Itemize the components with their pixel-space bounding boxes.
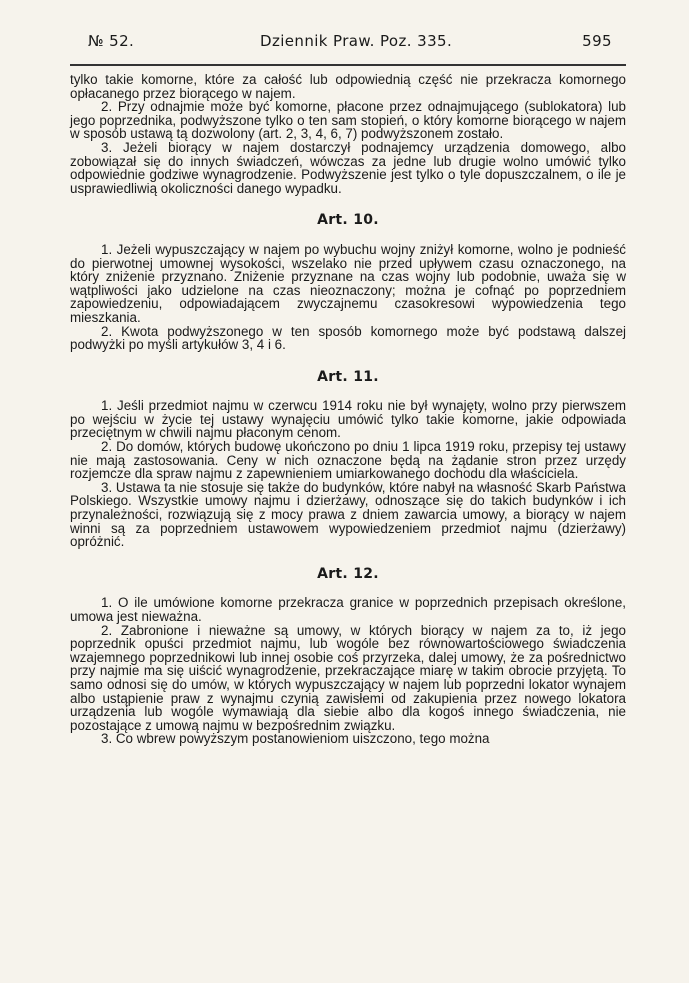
header-divider [70,64,626,66]
paragraph: 2. Do domów, których budowę ukończono po dniu 1 lipca 1919 roku, przepisy tej ustawy nie mają zastosowania. Ceny w nich oznaczone będą na żądanie stron przez urzędy rozjemcze dla spraw najmu z zapewnieniem umiarkowanego dochodu dla właściciela. [70,439,626,482]
article-heading-12: Art. 12. [317,565,379,582]
paragraph: 2. Przy odnajmie może być komorne, płacone przez odnajmującego (sublokatora) lub jego poprzednika, podwyższone tylko o ten sam stopień, o który komorne biorącego w najem w sposób ustawą tą dozwolony (art. 2, 3, 4, 6, 7) podwyższonem zostało. [70,99,626,142]
article-heading-10: Art. 10. [317,212,379,229]
paragraph: 2. Kwota podwyższonego w ten sposób komornego może być podstawą dalszej podwyżki po myśli artykułów 3, 4 i 6. [70,323,626,353]
paragraph: 3. Jeżeli biorący w najem dostarczył podnajemcy urządzenia domowego, albo zobowiązał się do innych świadczeń, wówczas za jedne lub drugie wolno umówić tylko odpowiednie godziwe wynagrodzenie. Podwyższenie jest tylko o tyle dopuszczalnem, o ile je usprawiedliwią okoliczności danego wypadku. [70,139,626,196]
document-body [70,73,626,746]
article-heading-11: Art. 11. [317,368,379,385]
paragraph: 1. Jeżeli wypuszczający w najem po wybuchu wojny zniżył komorne, wolno je podnieść do pierwotnej umownej wysokości, wszelako nie przed upływem czasu oznaczonego, na który zniżenie przyznano. Zniżenie przyznane na czas wojny lub podobnie, uważa się w wątpliwości jako udzielone na czas nieoznaczony; można je cofnąć po poprzedniem zapowiedzeniu, odpowiadającem zwyczajnemu czasokresowi wypowiedzenia tego mieszkania. [70,241,626,325]
journal-title: Dziennik Praw. Poz. 335. [260,32,453,50]
paragraph: 2. Zabronione i nieważne są umowy, w których biorący w najem za to, iż jego poprzednik opuści przedmiot najmu, lub wogóle bez równowartościowego świadczenia wzajemnego poprzednikowi lub innej osobie coś przyrzeka, dalej umowy, że za pośrednictwo przy najmie ma się uiścić wynagrodzenie, przekraczające miarę w takim obrocie przyjętą. To samo odnosi się do umów, w których wypuszczający w najem lub poprzedni lokator wynajem albo ustąpienie praw z wynajmu czynią zawisłemi od zakupienia przez nowego lokatora urządzenia lub wogóle wymawiają dla siebie albo dla kogoś innego świadczenia, nie pozostające z umową najmu w bezpośrednim związku. [70,622,626,733]
paragraph: 1. O ile umówione komorne przekracza granice w poprzednich przepisach określone, umowa jest nieważna. [70,595,626,624]
issue-number: № 52. [88,32,135,50]
page-header [82,30,622,54]
paragraph: 3. Ustawa ta nie stosuje się także do budynków, które nabył na własność Skarb Państwa Polskiego. Wszystkie umowy najmu i dzierżawy, odnoszące się do takich budynków i ich przynależności, rozwiązują się z mocy prawa z dniem zawarcia umowy, a biorący w najem winni są za poprzedniem ustawowem wypowiedzeniem przedmiot najmu (dzierżawy) opróżnić. [70,479,626,550]
page-number: 595 [582,32,612,50]
paragraph: 1. Jeśli przedmiot najmu w czerwcu 1914 roku nie był wynajęty, wolno przy pierwszem po wejściu w życie tej ustawy wynajęciu umówić tylko takie komorne, jakie odpowiada przeciętnym w chwili najmu płaconym cenom. [70,398,626,441]
continuation-paragraph: tylko takie komorne, które za całość lub odpowiednią część nie przekracza komornego opłacanego przez biorącego w najem. [70,72,626,101]
paragraph: 3. Co wbrew powyższym postanowieniom uiszczono, tego można [101,731,490,747]
